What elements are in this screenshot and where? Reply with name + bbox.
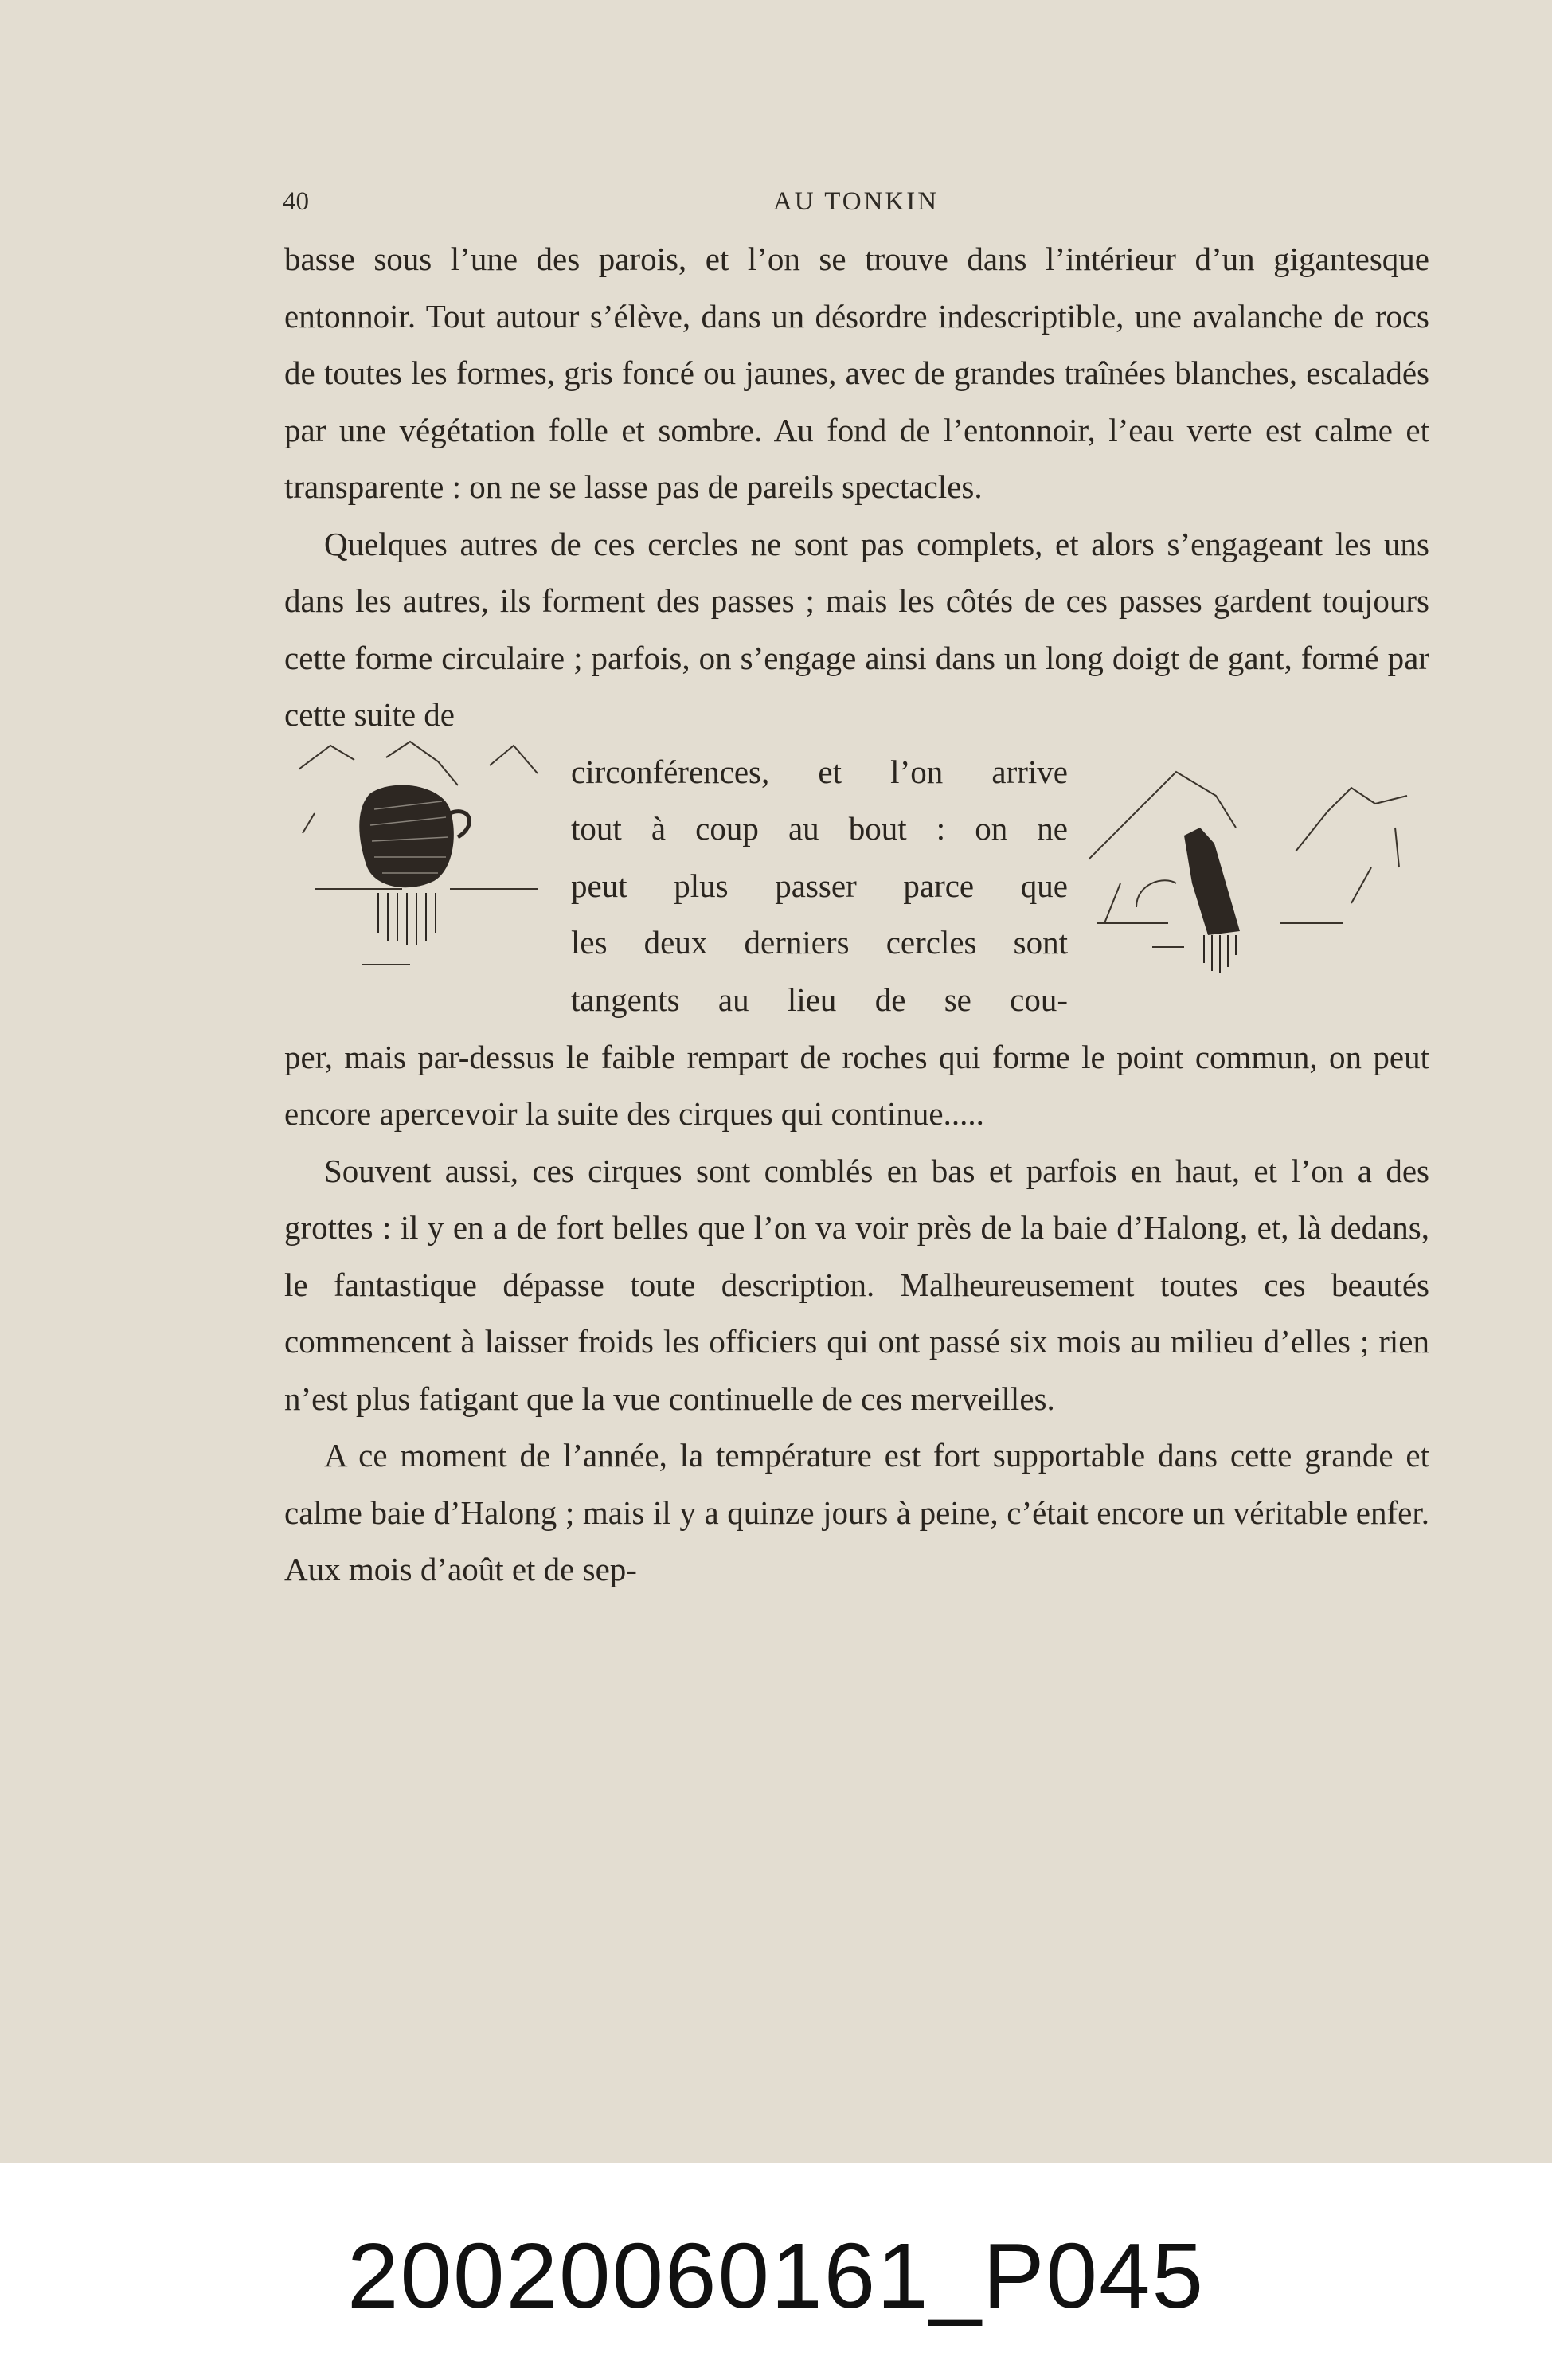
- catalog-label: 20020060161_P045: [346, 2224, 1206, 2327]
- page-body: [284, 231, 1429, 1599]
- wrap-line-1: circonférences, et l’on arrive: [571, 753, 1068, 790]
- wrapped-text-column: [571, 744, 1068, 1029]
- illustrated-passage: [284, 744, 1429, 1029]
- wrap-line-2: tout à coup au bout : on ne: [571, 810, 1068, 847]
- paragraph-1: basse sous l’une des parois, et l’on se trouve dans l’intérieur d’un gigantesque entonnoir. Tout autour s’élève, dans un désordre indescriptible, une avalanche de rocs de toutes les formes, gris foncé ou jaunes, avec de grandes traînées blanches, escaladés par une végétation folle et sombre. Au fond de l’entonnoir, l’eau verte est calme et transparente : on ne se lasse pas de pareils spectacles.: [284, 241, 1429, 505]
- paragraph-3: Souvent aussi, ces cirques sont comblés en bas et parfois en haut, et l’on a des grottes : il y en a de fort belles que l’on va voir près de la baie d’Halong, et, là dedans, le fantastique dépasse toute description. Malheureusement toutes ces beautés commencent à laisser froids les officiers qui ont passé six mois au milieu d’elles ; rien n’est plus fatigant que la vue continuelle de ces merveilles.: [284, 1152, 1429, 1417]
- paragraph-4: A ce moment de l’année, la température est fort supportable dans cette grande et calme baie d’Halong ; mais il y a quinze jours à peine, c’était encore un véritable enfer. Aux mois d’août et de sep-: [284, 1437, 1429, 1587]
- wrap-line-4: les deux derniers cercles sont: [571, 924, 1068, 961]
- rock-islet-sketch: [299, 738, 545, 977]
- running-title: AU TONKIN: [772, 187, 940, 216]
- running-header: [283, 187, 1429, 222]
- paragraph-2: Quelques autres de ces cercles ne sont pas complets, et alors s’engageant les uns dans les autres, ils forment des passes ; mais les côtés de ces passes gardent toujours cette forme circulaire ; parfois, on s’engage ainsi dans un long doigt de gant, formé par cette suite de: [284, 525, 1429, 733]
- paragraph-2-end: per, mais par-dessus le faible rempart de roches qui forme le point commun, on peut encore apercevoir la suite des cirques qui continue.....: [284, 1038, 1429, 1132]
- bay-cliffs-sketch: [1089, 764, 1423, 1019]
- wrap-line-5: tangents au lieu de se cou-: [571, 981, 1068, 1018]
- wrap-line-3: peut plus passer parce que: [571, 867, 1068, 904]
- page-number: 40: [283, 187, 309, 216]
